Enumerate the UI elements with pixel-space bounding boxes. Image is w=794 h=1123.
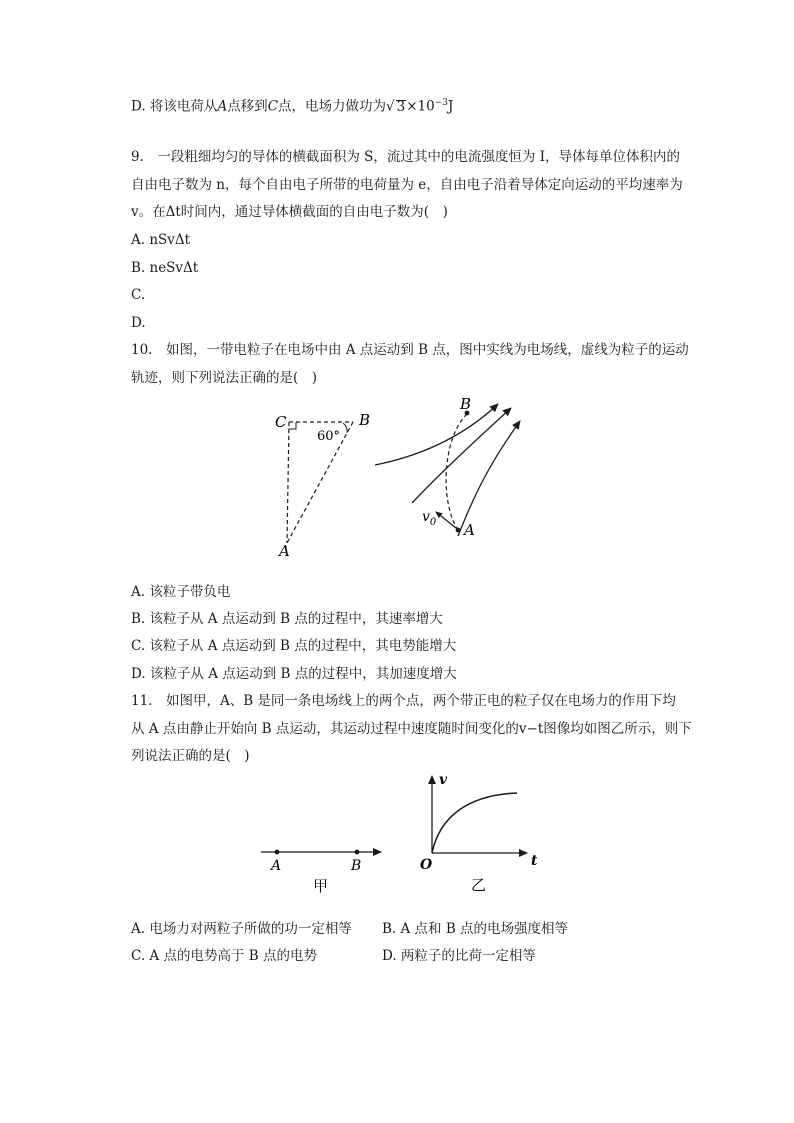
label-c: C xyxy=(275,413,287,431)
q11-option-a: A. 电场力对两粒子所做的功一定相等 xyxy=(131,921,352,937)
point-label: C xyxy=(267,98,279,115)
q10-triangle-figure xyxy=(265,400,380,564)
q10-option-b: B. 该粒子从 A 点运动到 B 点的过程中，其速率增大 xyxy=(131,611,443,627)
label-t: t xyxy=(531,853,538,869)
q10-option-c: C. 该粒子从 A 点运动到 B 点的过程中，其电势能增大 xyxy=(131,638,457,654)
q9-option-d: D. xyxy=(131,315,146,331)
q9-stem-line3: v。在Δt时间内，通过导体横截面的自由电子数为( ) xyxy=(131,204,448,220)
right-angle-mark xyxy=(289,422,296,429)
q10-option-d: D. 该粒子从 A 点运动到 B 点的过程中，其加速度增大 xyxy=(131,666,457,682)
q9-stem-line1: 9. 一段粗细均匀的导体的横截面积为 S，流过其中的电流强度恒为 I，导体每单位体积内的 xyxy=(131,149,681,165)
label-o: O xyxy=(420,857,433,873)
unit: J xyxy=(448,98,454,115)
caption-jia: 甲 xyxy=(313,877,329,895)
angle-arc xyxy=(343,423,347,433)
option-text: D. 将该电荷从 xyxy=(131,98,218,115)
q10-field-figure xyxy=(370,393,530,557)
point-a xyxy=(275,850,280,855)
option-text: 点移到 xyxy=(227,98,268,115)
dashed-side-ca xyxy=(287,422,289,543)
q11-stem-line2: 从 A 点由静止开始向 B 点运动，其运动过程中速度随时间变化的v−t图像均如图乙所示，则下 xyxy=(131,721,692,737)
sqrt-radicand: 3 xyxy=(396,98,406,115)
field-line-2 xyxy=(412,408,511,503)
power-base: ×10 xyxy=(406,98,435,115)
q10-option-a: A. 该粒子带负电 xyxy=(131,584,231,600)
point-b xyxy=(355,850,360,855)
label-a: A xyxy=(271,858,282,874)
point-label: A xyxy=(217,98,228,115)
q10-stem-line1: 10. 如图，一带电粒子在电场中由 A 点运动到 B 点，图中实线为电场线，虚线为粒子的运动 xyxy=(131,342,689,358)
label-v: v xyxy=(439,772,448,788)
label-a: A xyxy=(279,542,290,560)
q10-stem-line2: 轨迹，则下列说法正确的是( ) xyxy=(131,370,318,386)
q9-option-c: C. xyxy=(131,287,146,303)
sqrt-sign: √ xyxy=(386,98,395,115)
field-line-3 xyxy=(458,421,520,536)
q9-option-b: B. neSvΔt xyxy=(131,260,199,276)
q11-option-c: C. A 点的电势高于 B 点的电势 xyxy=(131,948,317,964)
label-b: B xyxy=(359,411,371,429)
vt-curve xyxy=(432,793,517,853)
velocity-arrow xyxy=(436,512,456,528)
label-b: B xyxy=(351,858,362,874)
caption-yi: 乙 xyxy=(471,876,487,894)
label-v-subscript: 0 xyxy=(429,517,437,528)
label-v: v xyxy=(422,509,430,525)
q11-stem-line1: 11. 如图甲，A、B 是同一条电场线上的两个点，两个带正电的粒子仅在电场力的作用下均 xyxy=(131,693,676,709)
prev-option-d xyxy=(131,94,453,116)
power-exponent: −3 xyxy=(434,98,449,108)
q11-option-b: B. A 点和 B 点的电场强度相等 xyxy=(382,921,569,937)
field-line-1 xyxy=(375,404,498,465)
label-v0 xyxy=(422,509,437,528)
q11-figure-yi xyxy=(415,770,545,899)
point-a xyxy=(456,528,461,533)
q9-stem-line2: 自由电子数为 n，每个自由电子所带的电荷量为 e，自由电子沿着导体定向运动的平均速率为 xyxy=(131,177,683,193)
q9-option-a: A. nSvΔt xyxy=(131,232,191,248)
label-b: B xyxy=(460,395,472,413)
q11-figure-jia xyxy=(255,835,395,901)
option-text: 点，电场力做功为 xyxy=(278,98,387,115)
q11-stem-line3: 列说法正确的是( ) xyxy=(131,748,250,764)
angle-label: 60° xyxy=(317,429,341,444)
q11-option-d: D. 两粒子的比荷一定相等 xyxy=(382,948,536,964)
label-a: A xyxy=(464,521,475,539)
particle-trajectory xyxy=(446,414,467,530)
